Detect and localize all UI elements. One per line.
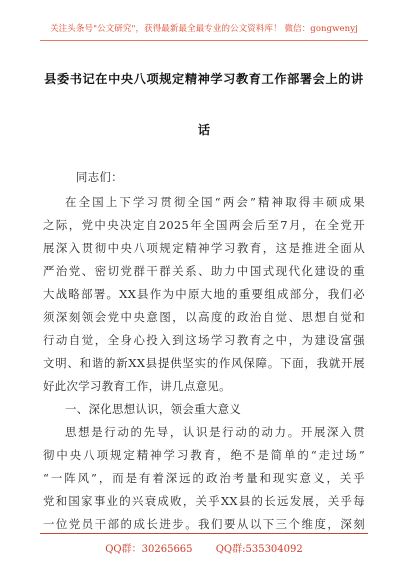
document-title: 县委书记在中央八项规定精神学习教育工作部署会上的讲 xyxy=(44,72,364,86)
footer xyxy=(0,540,408,555)
salutation: 同志们： xyxy=(76,170,123,184)
header-banner: 关注头条号"公文研究"，获得最新最全最专业的公文资料库！ 微信：gongwenyj xyxy=(50,24,358,34)
header-divider xyxy=(40,40,368,41)
section-heading: 一、深化思想认识，领会重大意义 xyxy=(65,402,242,416)
body-line: “一阵风”，而是有着深远的政治考量和现实意义，关乎 xyxy=(43,471,365,485)
body-line: 严治党、密切党群干群关系、助力中国式现代化建设的重 xyxy=(43,264,365,278)
body-line: 党和国家事业的兴衰成败，关乎XX县的长远发展，关乎每 xyxy=(43,494,365,508)
body-line: 好此次学习教育工作，讲几点意见。 xyxy=(43,379,231,393)
body-line: 一位党员干部的成长进步。我们要从以下三个维度，深刻 xyxy=(43,517,365,531)
body-line: 行动自觉，全身心投入到这场学习教育之中，为建设富强 xyxy=(43,333,365,347)
body-line: 须深刻领会党中央意图，以高度的政治自觉、思想自觉和 xyxy=(43,310,365,324)
body-line: 彻中央八项规定精神学习教育，绝不是简单的“走过场” xyxy=(43,448,365,462)
footer-qq-group-1: QQ群：30265665 xyxy=(105,544,193,555)
body-line: 大战略部署。XX县作为中原大地的重要组成部分，我们必 xyxy=(43,287,365,301)
body-line: 展深入贯彻中央八项规定精神学习教育，这是推进全面从 xyxy=(43,241,365,255)
body-line: 文明、和谐的新XX县提供坚实的作风保障。下面，我就开展 xyxy=(43,356,365,370)
footer-divider xyxy=(40,533,368,534)
body-line: 在全国上下学习贯彻全国“两会”精神取得丰硕成果 xyxy=(65,195,365,209)
document-title-continued: 话 xyxy=(197,123,211,137)
body-line: 思想是行动的先导，认识是行动的动力。开展深入贯 xyxy=(65,425,365,439)
body-line: 之际，党中央决定自2025年全国两会后至7月，在全党开 xyxy=(43,218,365,232)
footer-qq-group-2: QQ群:535304092 xyxy=(215,544,303,555)
